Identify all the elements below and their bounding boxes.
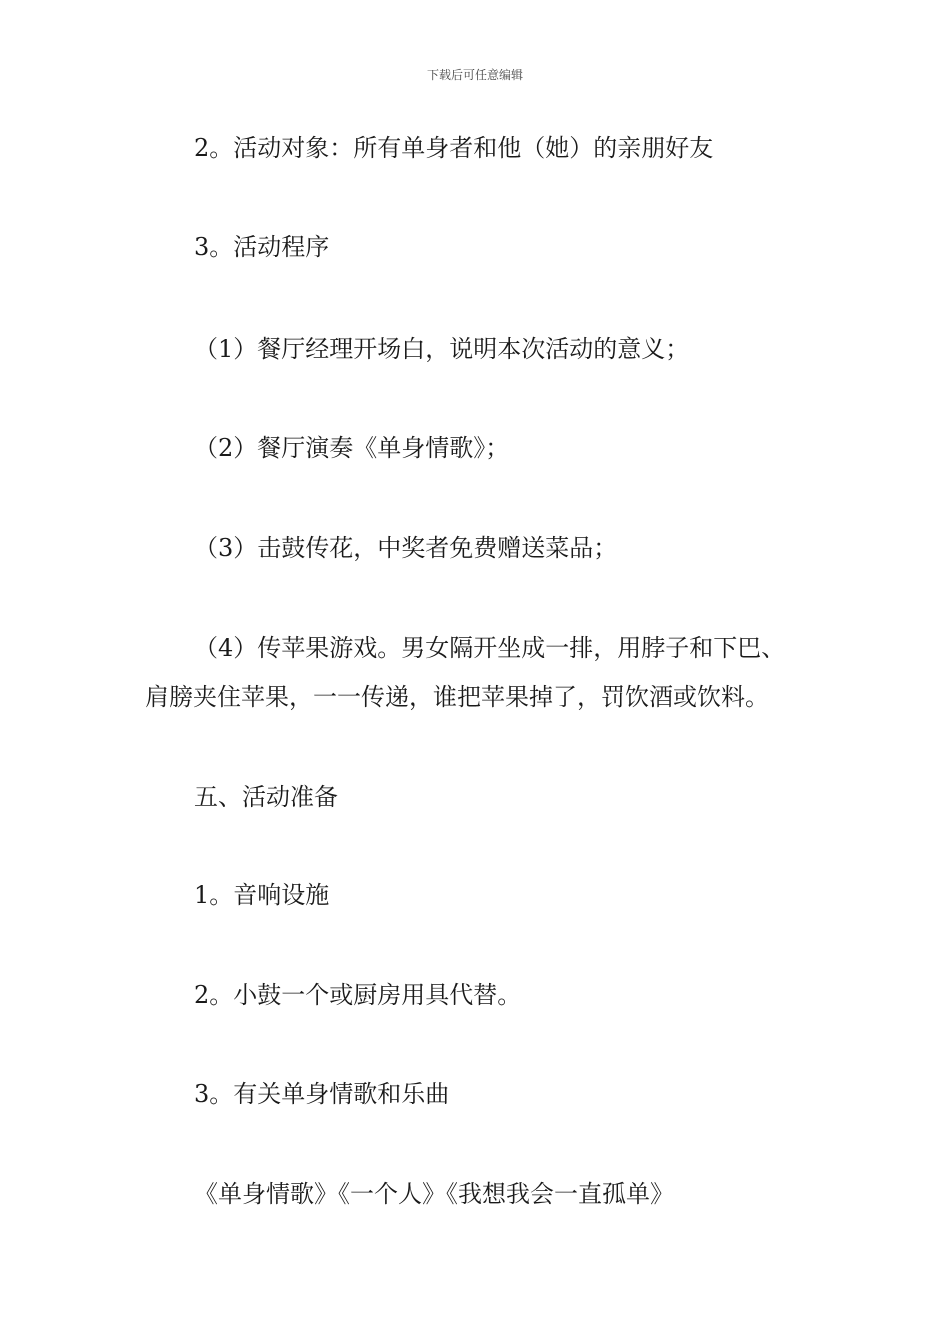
list-item-procedure-1: （1）餐厅经理开场白，说明本次活动的意义； — [194, 335, 690, 363]
paragraph-activity-procedure: 3。活动程序 — [194, 233, 330, 261]
list-item-procedure-4-continued: 肩膀夹住苹果，一一传递，谁把苹果掉了，罚饮酒或饮料。 — [145, 683, 769, 711]
paragraph-activity-target: 2。活动对象：所有单身者和他（她）的亲朋好友 — [194, 134, 714, 162]
list-item-procedure-2: （2）餐厅演奏《单身情歌》； — [194, 434, 510, 462]
section-heading-preparation: 五、活动准备 — [194, 783, 338, 811]
list-item-preparation-3: 3。有关单身情歌和乐曲 — [194, 1080, 450, 1108]
page-header: 下载后可任意编辑 — [426, 68, 523, 82]
list-item-preparation-2: 2。小鼓一个或厨房用具代替。 — [194, 981, 522, 1009]
list-item-preparation-1: 1。音响设施 — [194, 881, 330, 909]
list-item-procedure-3: （3）击鼓传花，中奖者免费赠送菜品； — [194, 534, 618, 562]
song-list: 《单身情歌》《一个人》《我想我会一直孤单》 — [194, 1180, 674, 1208]
list-item-procedure-4: （4）传苹果游戏。男女隔开坐成一排，用脖子和下巴、 — [194, 634, 786, 662]
